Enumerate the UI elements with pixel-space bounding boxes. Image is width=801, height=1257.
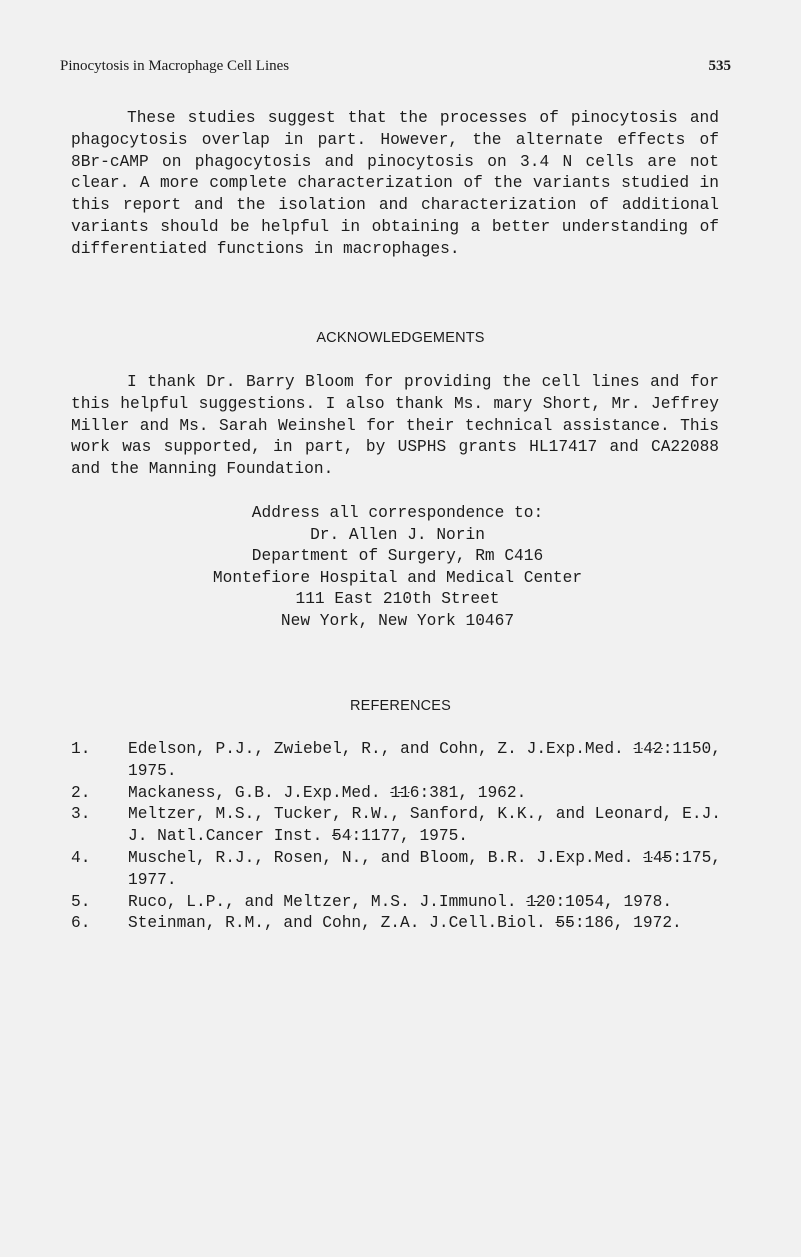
reference-journal: J. Natl.Cancer Inst. — [128, 827, 323, 846]
acknowledgements-text: I thank Dr. Barry Bloom for providing the cell lines and for this helpful suggestions. I also thank Ms. mary Short, Mr. Jeffrey Miller and Ms. Sarah Weinshel for their technical assistance. This work was supported, in part, by USPHS grants HL17417 and CA22088 and the Manning Foundation. — [71, 373, 719, 479]
reference-item — [71, 913, 721, 935]
reference-journal: J.Exp.Med. — [283, 783, 381, 802]
reference-volume: 116 — [390, 783, 420, 802]
page-number: 535 — [708, 58, 731, 74]
reference-pages-year: :1150, 1975. — [128, 740, 721, 780]
reference-pages-year: :381, 1962. — [419, 783, 527, 802]
reference-item — [71, 804, 721, 848]
reference-number: 6. — [71, 914, 91, 933]
address-line: Address all correspondence to: — [251, 504, 544, 522]
reference-volume: 54 — [332, 827, 352, 846]
running-title: Pinocytosis in Macrophage Cell Lines — [60, 58, 290, 74]
address-line: 111 East 210th Street — [295, 590, 500, 609]
reference-number: 5. — [71, 892, 91, 911]
reference-journal: J.Exp.Med. — [526, 740, 624, 758]
reference-item — [71, 848, 721, 892]
reference-list — [71, 739, 721, 935]
conclusion-paragraph — [71, 108, 719, 261]
reference-authors: Steinman, R.M., and Cohn, Z.A. — [128, 914, 420, 933]
reference-journal: J.Exp.Med. — [536, 848, 634, 867]
reference-pages-year: :1177, 1975. — [351, 827, 469, 846]
reference-number: 4. — [71, 848, 91, 867]
reference-number: 2. — [71, 783, 91, 802]
address-line: Dr. Allen J. Norin — [310, 525, 485, 544]
reference-item — [71, 892, 721, 914]
reference-pages-year: :175, 1977. — [128, 848, 721, 889]
address-line: New York, New York 10467 — [280, 611, 515, 630]
reference-journal: J.Immunol. — [419, 892, 517, 911]
reference-authors: Mackaness, G.B. — [128, 783, 274, 802]
reference-authors: Muschel, R.J., Rosen, N., and Bloom, B.R. — [128, 848, 527, 867]
reference-volume: 55 — [555, 914, 575, 933]
reference-number: 3. — [71, 805, 91, 824]
reference-pages-year: :186, 1972. — [574, 914, 682, 933]
acknowledgements-heading: ACKNOWLEDGEMENTS — [316, 330, 485, 346]
acknowledgements-paragraph — [71, 372, 719, 481]
reference-number: 1. — [71, 740, 91, 758]
conclusion-text: These studies suggest that the processes of pinocytosis and phagocytosis overlap in part. However, the alternate effects of 8Br-cAMP on phagocytosis and pinocytosis on 3.4 N cells are not clear. A more complete characterization of the variants studied in this report and the isolation and characterization of additional variants should be helpful in obtaining a better understanding of differentiated functions in macrophages. — [71, 109, 719, 258]
reference-authors: Ruco, L.P., and Meltzer, M.S. — [128, 892, 410, 911]
reference-pages-year: :1054, 1978. — [555, 892, 673, 911]
reference-journal: J.Cell.Biol. — [429, 914, 546, 933]
address-line: Department of Surgery, Rm C416 — [251, 547, 544, 566]
correspondence-address — [0, 503, 795, 633]
reference-item — [71, 783, 721, 805]
reference-volume: 120 — [526, 892, 556, 911]
reference-volume: 145 — [643, 848, 673, 867]
reference-volume: 142 — [633, 740, 663, 758]
address-line: Montefiore Hospital and Medical Center — [212, 568, 583, 587]
references-heading: REFERENCES — [349, 698, 452, 714]
running-head — [60, 58, 731, 80]
reference-authors: Edelson, P.J., Zwiebel, R., and Cohn, Z. — [128, 740, 517, 758]
reference-authors: Meltzer, M.S., Tucker, R.W., Sanford, K.K., and Leonard, E.J. — [128, 805, 721, 824]
reference-item — [71, 739, 721, 783]
